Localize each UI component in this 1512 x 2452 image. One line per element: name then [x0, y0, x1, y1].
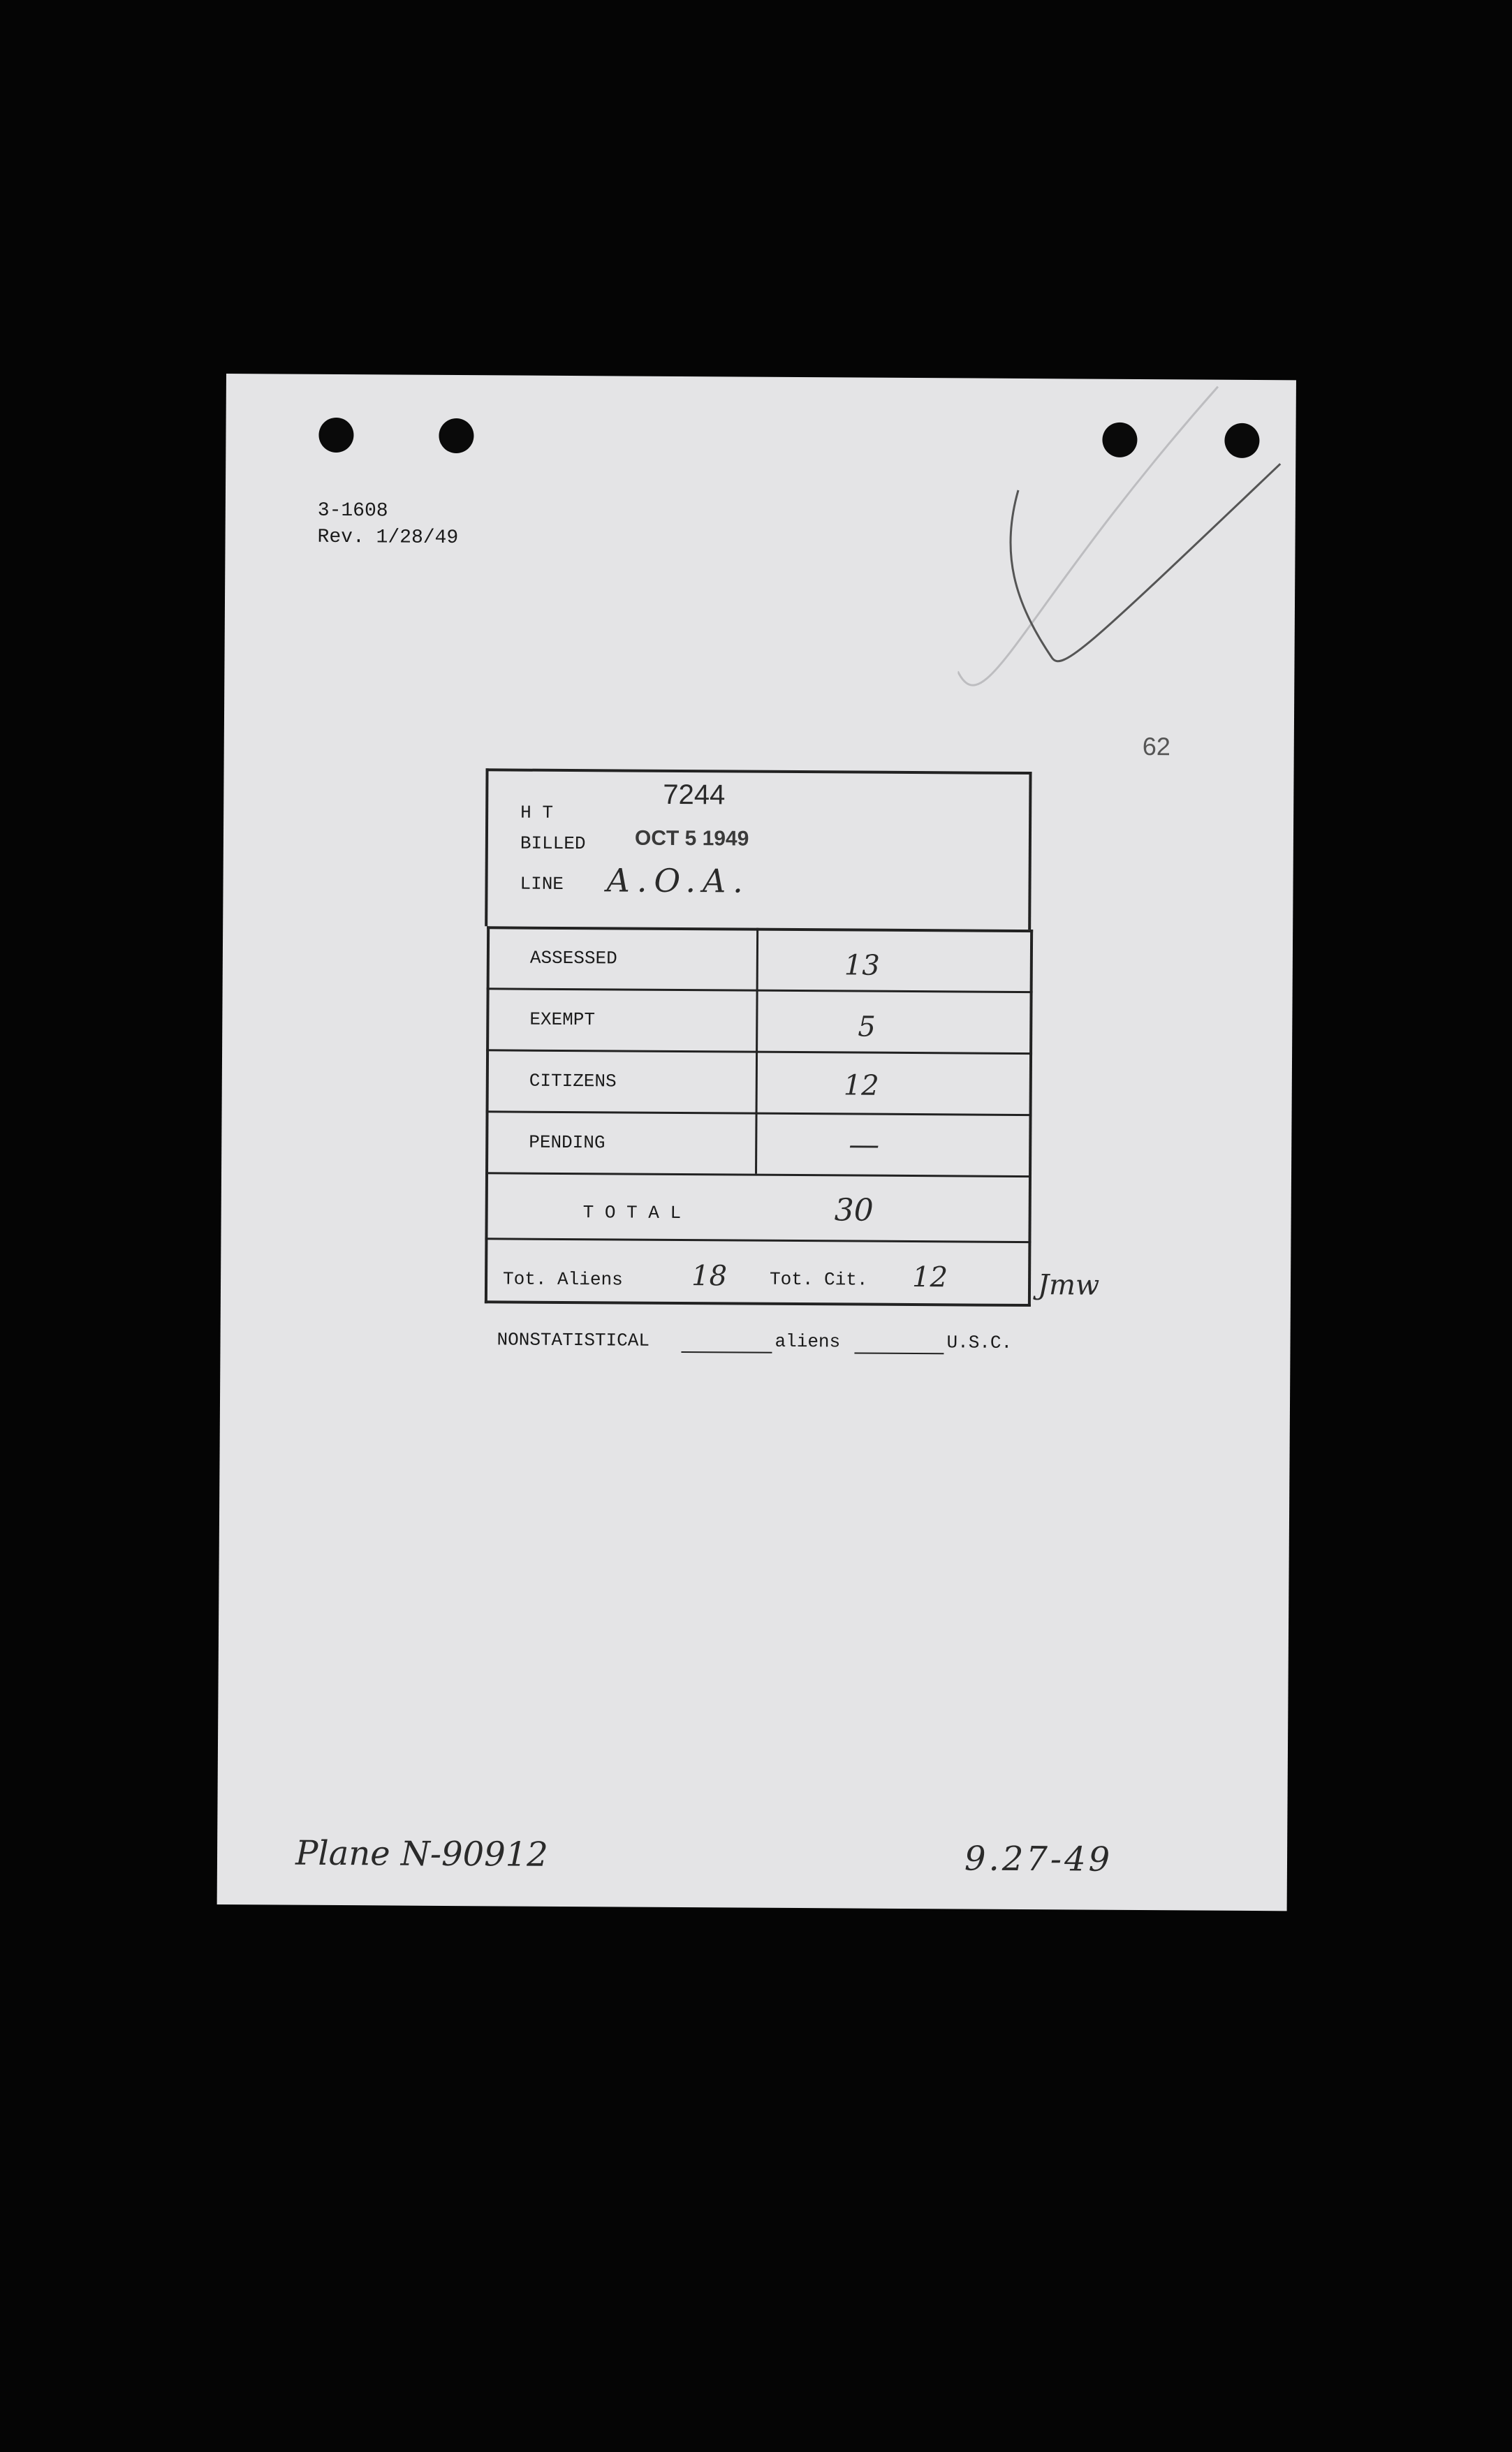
tot-aliens-value: 18 [691, 1260, 728, 1293]
tally-table [485, 926, 1033, 1307]
line-label: LINE [520, 873, 564, 895]
ht-label: H T [520, 802, 554, 823]
row-label-assessed: ASSESSED [529, 947, 617, 969]
tot-cit-label: Tot. Cit. [770, 1268, 868, 1291]
tot-aliens-label: Tot. Aliens [502, 1268, 623, 1291]
total-value: 30 [834, 1192, 874, 1228]
form-revision: Rev. 1/28/49 [317, 526, 459, 550]
initials: Jmw [1037, 1269, 1100, 1302]
row-value-pending: — [849, 1126, 880, 1163]
punch-hole [439, 418, 474, 453]
nonstat-label: NONSTATISTICAL [497, 1329, 650, 1351]
row-value-citizens: 12 [843, 1069, 879, 1102]
plane-number: Plane N-90912 [295, 1833, 548, 1874]
page-number: 62 [1142, 732, 1170, 761]
nonstat-aliens: aliens [775, 1330, 841, 1353]
billed-stamp: OCT 5 1949 [634, 826, 749, 851]
header-box [485, 768, 1032, 930]
row-value-exempt: 5 [858, 1011, 876, 1043]
check-mark-icon [957, 378, 1296, 715]
row-label-exempt: EXEMPT [529, 1008, 596, 1031]
form-number: 3-1608 [317, 499, 388, 522]
row-label-pending: PENDING [529, 1131, 605, 1154]
tot-cit-value: 12 [911, 1261, 948, 1294]
nonstat-usc: U.S.C. [946, 1332, 1013, 1353]
billed-label: BILLED [520, 832, 586, 855]
line-value: A.O.A. [606, 861, 751, 900]
row-label-citizens: CITIZENS [529, 1070, 617, 1092]
total-label: T O T A L [582, 1202, 682, 1224]
document-date: 9.27-49 [964, 1839, 1113, 1879]
punch-hole [318, 418, 353, 453]
ht-number: 7244 [663, 779, 726, 811]
document-page [217, 374, 1296, 1911]
row-value-assessed: 13 [844, 949, 880, 982]
